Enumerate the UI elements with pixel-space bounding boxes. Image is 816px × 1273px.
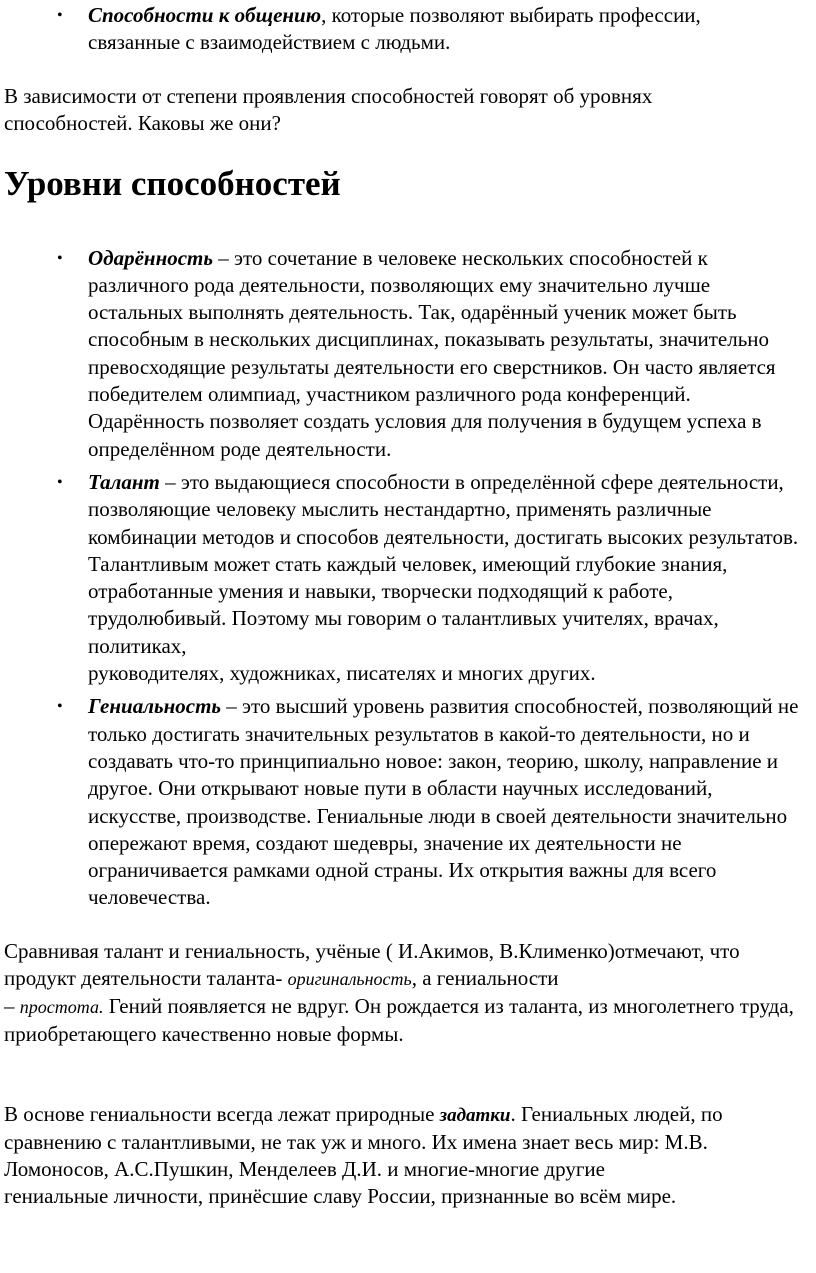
comparison-simplicity: простота.	[19, 996, 104, 1017]
comparison-text-1: Сравнивая талант и гениальность, учёные ( И.Акимов, В.Клименко)отмечают, что продукт деятельности таланта-	[4, 938, 740, 990]
comparison-paragraph	[4, 938, 810, 1048]
final-inclinations: задатки	[439, 1104, 511, 1126]
list-item	[4, 2, 810, 57]
term-talent: Талант	[88, 469, 160, 494]
final-text-3: гениальные личности, принёсшие славу России, признанные во всём мире.	[4, 1183, 677, 1208]
term-genius: Гениальность	[88, 694, 222, 719]
talent-description-end: руководителях, художниках, писателях и многих других.	[88, 661, 596, 686]
genius-description: это высший уровень развития способностей, позволяющий не только достигать значительных результатов в какой-то деятельности, но и создавать что-то принципиально новое: закон, теорию, школу, направление и другое. Они открывают новые пути в области научных исследований, искусстве, производстве. Гениальные люди в своей деятельности значительно опережают время, создают шедевры, значение их деятельности не ограничивается рамками одной страны. Их открытия важны для всего человечества.	[88, 694, 799, 910]
intro-paragraph: В зависимости от степени проявления способностей говорят об уровнях способностей. Каковы же они?	[4, 83, 653, 135]
section-heading: Уровни способностей	[4, 163, 341, 203]
term-giftedness: Одарённость	[88, 245, 213, 270]
genius-dash: –	[221, 694, 237, 719]
document-page	[0, 2, 816, 1273]
comparison-dash: –	[4, 993, 20, 1018]
list-item-genius	[4, 693, 810, 911]
term-communication: Способности к общению	[88, 3, 322, 27]
list-item-giftedness	[4, 245, 810, 463]
intro-list	[4, 2, 810, 57]
comparison-text-2: , а гениальности	[411, 965, 559, 990]
final-text-2: . Гениальных людей, по сравнению с талантливыми, не так уж и много. Их имена знает весь мир: М.В. Ломоносов, А.С.Пушкин, Менделеев Д.И. и многие-многие другие	[4, 1101, 723, 1181]
talent-description: – это выдающиеся способности в определённой сфере деятельности, позволяющие человеку мыслить нестандартно, применять различные комбинации методов и способов деятельности, достигать высоких результатов. Талантливым может стать каждый человек, имеющий глубокие знания, отработанные умения и навыки, творчески подходящий к работе, трудолюбивый. Поэтому мы говорим о талантливых учителях, врачах, политиках,	[88, 469, 799, 658]
giftedness-description: – это сочетание в человеке нескольких способностей к различного рода деятельности, позволяющих ему значительно лучше остальных выполнять деятельность. Так, одарённый ученик может быть способным в нескольких дисциплинах, показывать результаты, значительно превосходящие результаты деятельности его сверстников. Он часто является победителем олимпиад, участником различного рода конференций. Одарённость позволяет создать условия для получения в будущем успеха в определённом роде деятельности.	[88, 245, 776, 461]
comparison-originality: оригинальность	[287, 968, 412, 989]
list-item-talent	[4, 469, 810, 687]
final-paragraph	[4, 1101, 810, 1210]
comparison-text-3: Гений появляется не вдруг. Он рождается из таланта, из многолетнего труда, приобретающего качественно новые формы.	[4, 993, 794, 1046]
levels-list	[4, 245, 810, 912]
final-text-1: В основе гениальности всегда лежат природные	[4, 1101, 440, 1126]
term-description: , которые позволяют выбирать профессии, связанные с взаимодействием с людьми.	[88, 3, 701, 55]
